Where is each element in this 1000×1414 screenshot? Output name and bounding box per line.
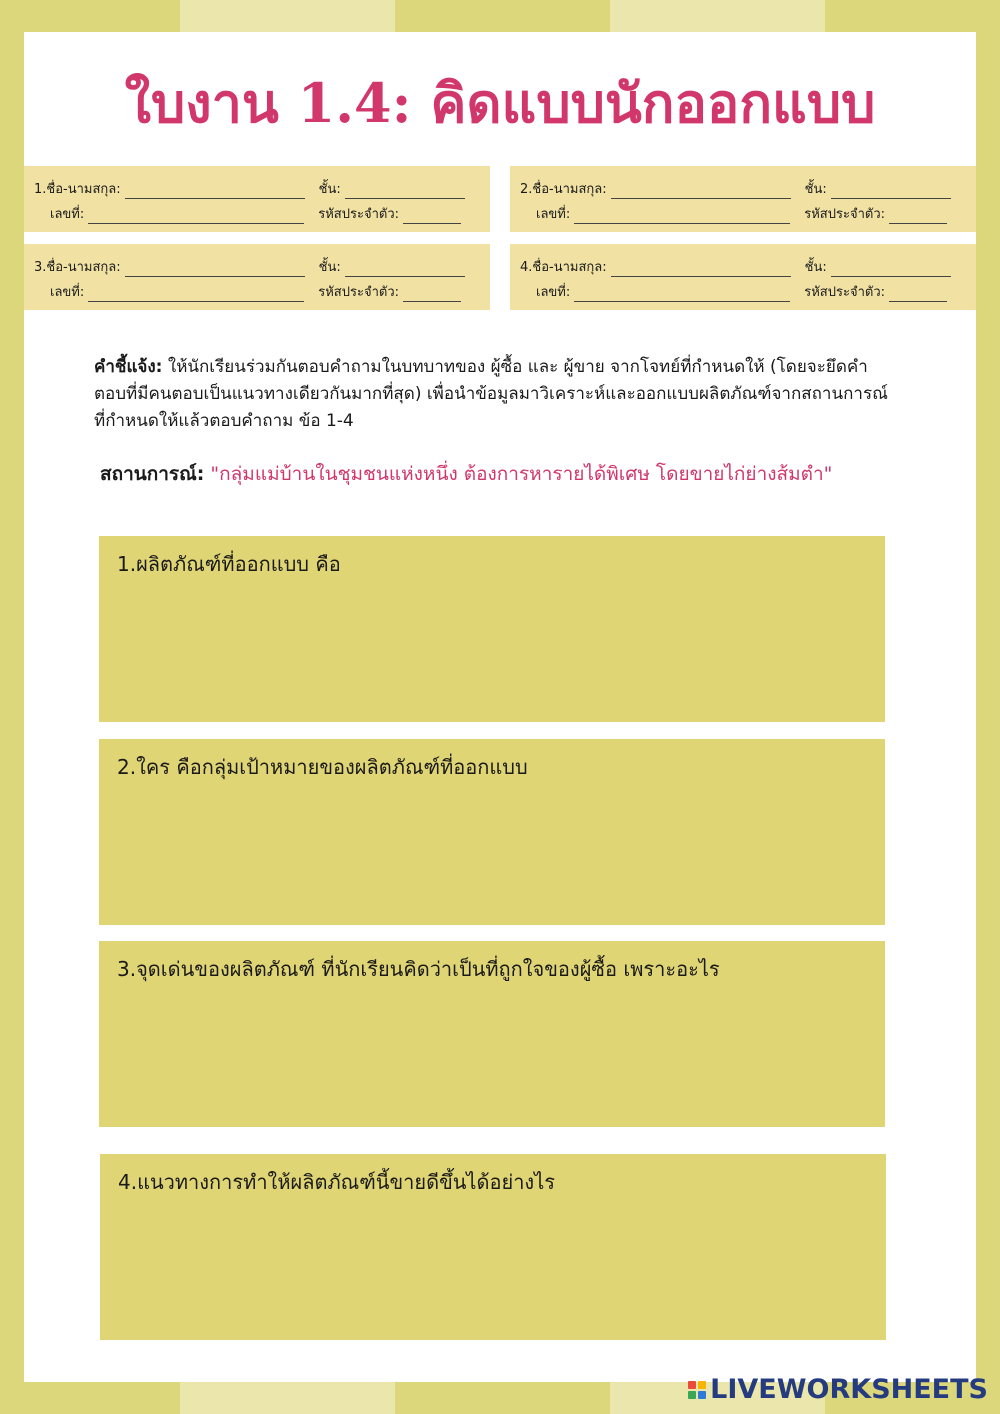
liveworksheets-logo-text: LIVEWORKSHEETS: [710, 1374, 988, 1405]
worksheet-page: [24, 32, 976, 1382]
student-4-id-label: รหัสประจำตัว:: [804, 285, 885, 300]
student-2-class-field[interactable]: [831, 185, 951, 199]
student-4-number-field[interactable]: [574, 288, 790, 302]
student-2-name-label: 2.ชื่อ-นามสกุล:: [520, 182, 607, 197]
situation-text: "กลุ่มแม่บ้านในชุมชนแห่งหนึ่ง ต้องการหารายได้พิเศษ โดยขายไก่ย่างส้มตำ": [204, 463, 833, 485]
student-1-id-field[interactable]: [403, 210, 461, 224]
liveworksheets-grid-icon: [688, 1381, 706, 1399]
student-3-name-field[interactable]: [125, 263, 305, 277]
student-3-info: [24, 244, 490, 310]
liveworksheets-logo[interactable]: [688, 1374, 988, 1405]
situation-label: สถานการณ์:: [100, 463, 205, 485]
student-3-class-label: ชั้น:: [318, 260, 341, 275]
student-1-class-label: ชั้น:: [318, 182, 341, 197]
student-2-id-label: รหัสประจำตัว:: [804, 207, 885, 222]
student-2-info: [510, 166, 976, 232]
question-3-text: 3.จุดเด่นของผลิตภัณฑ์ ที่นักเรียนคิดว่าเป็นที่ถูกใจของผู้ซื้อ เพราะอะไร: [117, 957, 720, 981]
student-3-number-field[interactable]: [88, 288, 304, 302]
worksheet-title: ใบงาน 1.4: คิดแบบนักออกแบบ: [124, 71, 876, 135]
student-4-info: [510, 244, 976, 310]
student-4-name-label: 4.ชื่อ-นามสกุล:: [520, 260, 607, 275]
question-4-answer-box[interactable]: [100, 1154, 886, 1340]
question-2-answer-box[interactable]: [99, 739, 885, 925]
student-4-class-field[interactable]: [831, 263, 951, 277]
student-2-number-field[interactable]: [574, 210, 790, 224]
instructions-text: ให้นักเรียนร่วมกันตอบคำถามในบทบาทของ ผู้ซื้อ และ ผู้ขาย จากโจทย์ที่กำหนดให้ (โดยจะยึดคำตอบที่มีคนตอบเป็นแนวทางเดียวกันมากที่สุด) เพื่อนำข้อมูลมาวิเคราะห์และออกแบบผลิตภัณฑ์จากสถานการณ์ที่กำหนดให้แล้วตอบคำถาม ข้อ 1-4: [94, 357, 888, 431]
student-3-id-field[interactable]: [403, 288, 461, 302]
student-1-info: [24, 166, 490, 232]
student-4-name-field[interactable]: [611, 263, 791, 277]
student-2-number-label: เลขที่:: [536, 207, 571, 222]
instructions-label: คำชี้แจ้ง:: [94, 357, 163, 377]
student-4-class-label: ชั้น:: [804, 260, 827, 275]
instructions: [94, 354, 894, 435]
question-2-text: 2.ใคร คือกลุ่มเป้าหมายของผลิตภัณฑ์ที่ออกแบบ: [117, 755, 528, 779]
student-1-id-label: รหัสประจำตัว:: [318, 207, 399, 222]
student-3-class-field[interactable]: [345, 263, 465, 277]
student-1-number-field[interactable]: [88, 210, 304, 224]
student-3-name-label: 3.ชื่อ-นามสกุล:: [34, 260, 121, 275]
student-1-name-field[interactable]: [125, 185, 305, 199]
situation: [100, 459, 920, 489]
question-3-answer-box[interactable]: [99, 941, 885, 1127]
question-4-text: 4.แนวทางการทำให้ผลิตภัณฑ์นี้ขายดีขึ้นได้อย่างไร: [118, 1170, 556, 1194]
student-2-class-label: ชั้น:: [804, 182, 827, 197]
student-2-name-field[interactable]: [611, 185, 791, 199]
student-2-id-field[interactable]: [889, 210, 947, 224]
student-3-number-label: เลขที่:: [50, 285, 85, 300]
question-1-answer-box[interactable]: [99, 536, 885, 722]
student-4-number-label: เลขที่:: [536, 285, 571, 300]
student-1-class-field[interactable]: [345, 185, 465, 199]
student-1-name-label: 1.ชื่อ-นามสกุล:: [34, 182, 121, 197]
student-3-id-label: รหัสประจำตัว:: [318, 285, 399, 300]
student-1-number-label: เลขที่:: [50, 207, 85, 222]
student-4-id-field[interactable]: [889, 288, 947, 302]
question-1-text: 1.ผลิตภัณฑ์ที่ออกแบบ คือ: [117, 552, 341, 576]
